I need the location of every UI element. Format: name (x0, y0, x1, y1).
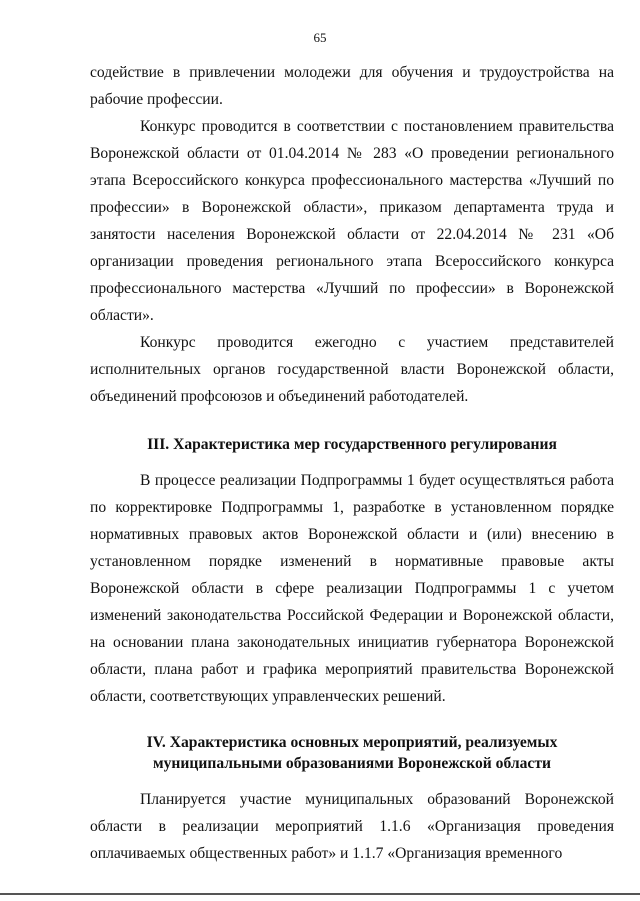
paragraph-continuation: содействие в привлечении молодежи для обучения и трудоустройства на рабочие профессии. (90, 64, 614, 108)
section-4-heading-line-2: муниципальными образованиями Воронежской области (152, 755, 551, 772)
page-number: 65 (313, 30, 327, 45)
section-4-paragraph: Планируется участие муниципальных образований Воронежской области в реализации мероприятий 1.1.6 «Организация проведения оплачиваемых общественных работ» и 1.1.7 «Организация временного (90, 791, 614, 862)
section-4-heading-line-1: IV. Характеристика основных мероприятий, реализуемых (146, 734, 558, 751)
page-bottom-rule (0, 893, 640, 895)
paragraph-contest-participants: Конкурс проводится ежегодно с участием представителей исполнительных органов государственной власти Воронежской области, объединений профсоюзов и объединений работодателей. (90, 334, 614, 405)
section-4-heading (90, 732, 614, 774)
section-3-heading: III. Характеристика мер государственного регулирования (147, 436, 557, 453)
paragraph-contest-basis: Конкурс проводится в соответствии с постановлением правительства Воронежской области от 01.04.2014 № 283 «О проведении регионального этапа Всероссийского конкурса профессионального мастерства «Лучший по профессии» в Воронежской области», приказом департамента труда и занятости населения Воронежской области от 22.04.2014 № 231 «Об организации проведения регионального этапа Всероссийского конкурса профессионального мастерства «Лучший по профессии» в Воронежской области». (90, 118, 614, 324)
section-3-paragraph: В процессе реализации Подпрограммы 1 будет осуществляться работа по корректировке Подпрограммы 1, разработке в установленном порядке нормативных правовых актов Воронежской области и (или) внесению в установленном порядке изменений в нормативные правовые акты Воронежской области в сфере реализации Подпрограммы 1 с учетом изменений законодательства Российской Федерации и Воронежской области, на основании плана законодательных инициатив губернатора Воронежской области, плана работ и графика мероприятий правительства Воронежской области, соответствующих управленческих решений. (90, 472, 614, 705)
document-body (90, 59, 614, 867)
